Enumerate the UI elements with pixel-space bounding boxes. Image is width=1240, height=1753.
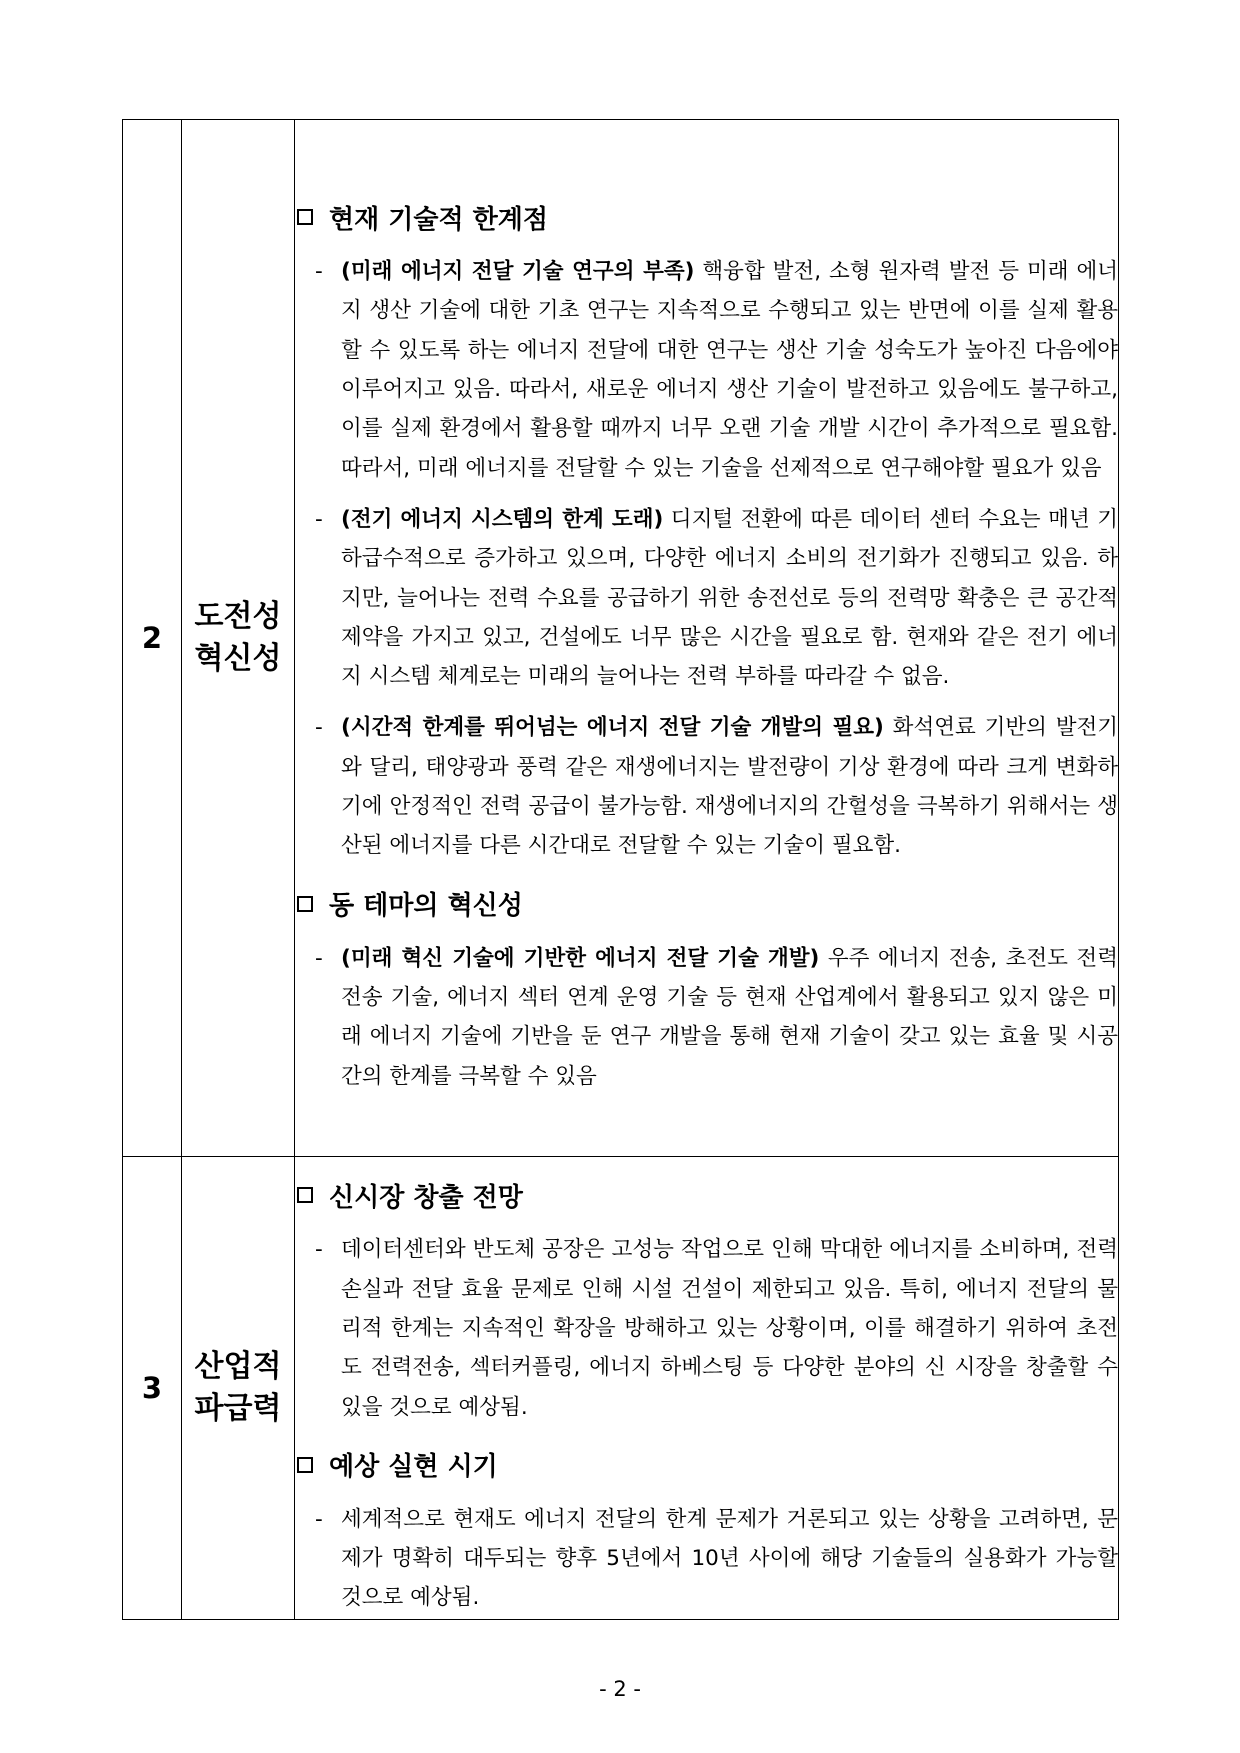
row-category <box>182 1157 295 1620</box>
row-category <box>182 120 295 1157</box>
list-item <box>295 252 1118 488</box>
row-number: 2 <box>123 120 182 1157</box>
dash-bullet: - <box>315 1237 323 1263</box>
dash-bullet: - <box>315 1506 323 1532</box>
section-heading-text: 신시장 창출 전망 <box>329 1182 523 1213</box>
item-bold-lead: (미래 혁신 기술에 기반한 에너지 전달 기술 개발) <box>341 945 820 971</box>
item-text: 세계적으로 현재도 에너지 전달의 한계 문제가 거론되고 있는 상황을 고려하면, 문제가 명확히 대두되는 향후 5년에서 10년 사이에 해당 기술들의 실용화가 가능할 것으로 예상됨. <box>341 1506 1118 1611</box>
section-heading <box>295 197 1118 237</box>
list-item <box>295 708 1118 865</box>
section-heading-text: 현재 기술적 한계점 <box>329 204 549 235</box>
row-content <box>295 1157 1119 1620</box>
category-line: 도전성 <box>194 599 282 634</box>
checkbox-bullet-icon <box>297 896 313 912</box>
checkbox-bullet-icon <box>297 209 313 225</box>
dash-bullet: - <box>315 506 323 532</box>
item-text: 우주 에너지 전송, 초전도 전력 전송 기술, 에너지 섹터 연계 운영 기술 등 현재 산업계에서 활용되고 있지 않은 미래 에너지 기술에 기반을 둔 연구 개발을 통해 현재 기술이 갖고 있는 효율 및 시공간의 한계를 극복할 수 있음 <box>341 945 1118 1089</box>
dash-bullet: - <box>315 715 323 741</box>
list-item <box>295 1230 1118 1426</box>
row-number: 3 <box>123 1157 182 1620</box>
dash-bullet: - <box>315 945 323 971</box>
item-bold-lead: (전기 에너지 시스템의 한계 도래) <box>341 506 664 532</box>
item-bold-lead: (미래 에너지 전달 기술 연구의 부족) <box>341 259 695 285</box>
dash-bullet: - <box>315 259 323 285</box>
section-heading-text: 동 테마의 혁신성 <box>329 891 523 922</box>
section-heading <box>295 884 1118 924</box>
category-line: 파급력 <box>194 1391 282 1426</box>
page-number: - 2 - <box>599 1677 641 1701</box>
table-row <box>123 1157 1119 1620</box>
list-item <box>295 500 1118 696</box>
table-row <box>123 120 1119 1157</box>
evaluation-table <box>122 119 1119 1620</box>
checkbox-bullet-icon <box>297 1457 313 1473</box>
section-heading-text: 예상 실현 시기 <box>329 1452 498 1483</box>
section-heading <box>295 1445 1118 1485</box>
section-heading <box>295 1175 1118 1215</box>
row-content <box>295 120 1119 1157</box>
item-text: 디지털 전환에 따른 데이터 센터 수요는 매년 기하급수적으로 증가하고 있으며, 다양한 에너지 소비의 전기화가 진행되고 있음. 하지만, 늘어나는 전력 수요를 공급하기 위한 송전선로 등의 전력망 확충은 큰 공간적 제약을 가지고 있고, 건설에도 너무 많은 시간을 필요로 함. 현재와 같은 전기 에너지 시스템 체계로는 미래의 늘어나는 전력 부하를 따라갈 수 없음. <box>341 506 1118 690</box>
item-text: 핵융합 발전, 소형 원자력 발전 등 미래 에너지 생산 기술에 대한 기초 연구는 지속적으로 수행되고 있는 반면에 이를 실제 활용할 수 있도록 하는 에너지 전달에 대한 연구는 생산 기술 성숙도가 높아진 다음에야 이루어지고 있음. 따라서, 새로운 에너지 생산 기술이 발전하고 있음에도 불구하고, 이를 실제 환경에서 활용할 때까지 너무 오랜 기술 개발 시간이 추가적으로 필요함. 따라서, 미래 에너지를 전달할 수 있는 기술을 선제적으로 연구해야할 필요가 있음 <box>341 259 1118 481</box>
list-item <box>295 1500 1118 1618</box>
item-bold-lead: (시간적 한계를 뛰어넘는 에너지 전달 기술 개발의 필요) <box>341 715 884 741</box>
item-text: 데이터센터와 반도체 공장은 고성능 작업으로 인해 막대한 에너지를 소비하며, 전력 손실과 전달 효율 문제로 인해 시설 건설이 제한되고 있음. 특히, 에너지 전달의 물리적 한계는 지속적인 확장을 방해하고 있는 상황이며, 이를 해결하기 위하여 초전도 전력전송, 섹터커플링, 에너지 하베스팅 등 다양한 분야의 신 시장을 창출할 수 있을 것으로 예상됨. <box>341 1237 1118 1420</box>
item-text: 화석연료 기반의 발전기와 달리, 태양광과 풍력 같은 재생에너지는 발전량이 기상 환경에 따라 크게 변화하기에 안정적인 전력 공급이 불가능함. 재생에너지의 간헐성을 극복하기 위해서는 생산된 에너지를 다른 시간대로 전달할 수 있는 기술이 필요함. <box>341 715 1119 859</box>
list-item <box>295 939 1118 1096</box>
category-line: 혁신성 <box>194 641 282 676</box>
checkbox-bullet-icon <box>297 1187 313 1203</box>
category-line: 산업적 <box>194 1349 282 1384</box>
